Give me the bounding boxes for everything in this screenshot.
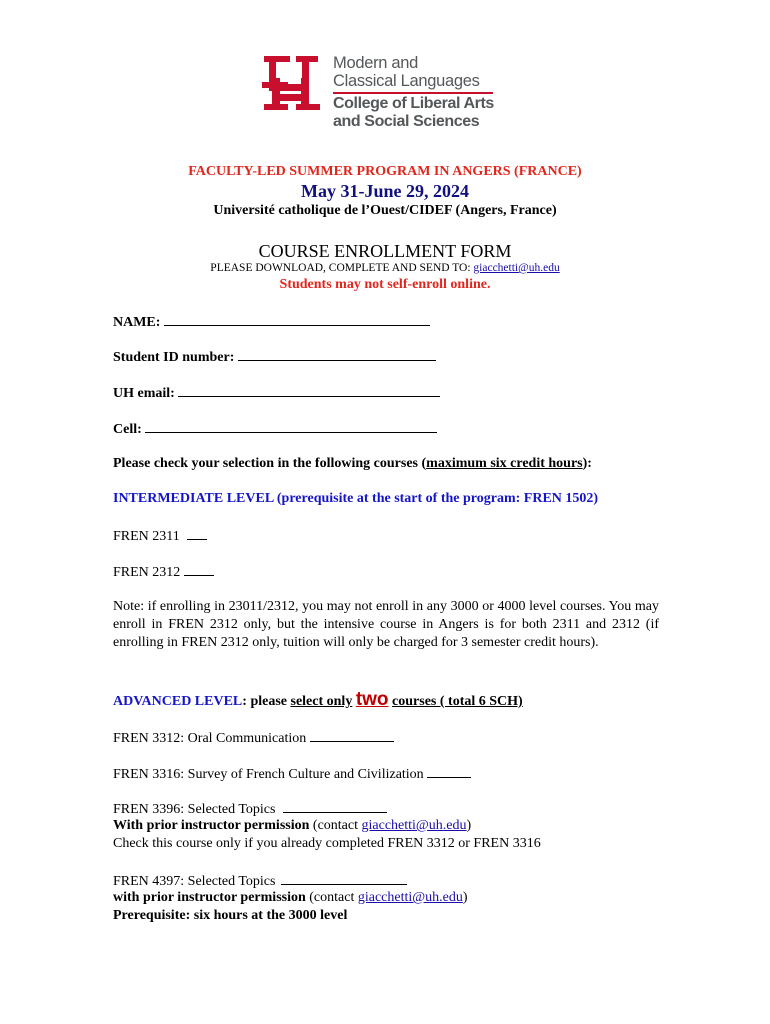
fren-3396-perm-text: With prior instructor permission — [113, 818, 310, 833]
fren-3396-blank[interactable] — [283, 800, 387, 813]
college-line-2: and Social Sciences — [333, 113, 480, 130]
form-title: COURSE ENROLLMENT FORM — [258, 241, 512, 261]
fren-4397-permission — [113, 890, 468, 906]
fren-3396-row — [113, 800, 387, 818]
intermediate-heading: INTERMEDIATE LEVEL (prerequisite at the start of the program: FREN 1502) — [113, 491, 599, 506]
fren-2312-row — [113, 563, 214, 581]
fren-3396-label: FREN 3396: Selected Topics — [113, 802, 276, 817]
intermediate-note: Note: if enrolling in 23011/2312, you may not enroll in any 3000 or 4000 level courses. You may enroll in FREN 2312 only, but the intensive course in Angers is for both 2311 and 2312 (if enrolling in FREN 2312 only, tuition will only be charged for 3 semester credit hours). — [113, 599, 659, 650]
fren-3396-close: ) — [466, 818, 472, 833]
selection-prompt — [113, 456, 592, 472]
name-blank[interactable] — [164, 313, 430, 326]
fren-3396-permission — [113, 818, 471, 834]
program-title: FACULTY-LED SUMMER PROGRAM IN ANGERS (FRANCE) — [188, 164, 582, 179]
advanced-colon: : please — [242, 694, 291, 709]
selection-prompt-end: ): — [582, 456, 592, 471]
fren-4397-perm-text: with prior instructor permission — [113, 890, 306, 905]
self-enroll-warning: Students may not self-enroll online. — [279, 277, 491, 292]
max-credit-hours: maximum six credit hours — [426, 456, 583, 471]
dept-line-1: Modern and — [333, 54, 419, 72]
fren-4397-prereq: Prerequisite: six hours at the 3000 level — [113, 908, 348, 923]
cell-label: Cell: — [113, 422, 142, 437]
program-dates: May 31-June 29, 2024 — [301, 181, 469, 201]
fren-3316-row — [113, 765, 471, 783]
fren-4397-close: ) — [462, 890, 468, 905]
contact-email-link[interactable]: giacchetti@uh.edu — [473, 262, 560, 274]
fren-2311-label: FREN 2311 — [113, 529, 180, 544]
fren-3396-note: Check this course only if you already completed FREN 3312 or FREN 3316 — [113, 836, 541, 851]
uh-email-field — [113, 384, 440, 402]
cell-field — [113, 420, 437, 438]
fren-3316-label: FREN 3316: Survey of French Culture and Civilization — [113, 767, 424, 782]
student-id-field — [113, 348, 436, 366]
fren-4397-row — [113, 872, 407, 890]
fren-3312-blank[interactable] — [310, 729, 394, 742]
advanced-heading: ADVANCED LEVEL — [113, 694, 243, 709]
fren-4397-contact: (contact — [309, 890, 355, 905]
student-id-label: Student ID number: — [113, 350, 235, 365]
program-host: Université catholique de l’Ouest/CIDEF (Angers, France) — [213, 203, 557, 218]
fren-3316-blank[interactable] — [427, 765, 471, 778]
college-line-1: College of Liberal Arts — [333, 95, 494, 112]
uh-email-label: UH email: — [113, 386, 175, 401]
select-only: select only — [290, 694, 353, 709]
fren-3396-contact: (contact — [312, 818, 358, 833]
name-label: NAME: — [113, 315, 161, 330]
name-field — [113, 313, 430, 331]
selection-prompt-text: Please check your selection in the following courses ( — [113, 456, 427, 471]
fren-2311-row — [113, 527, 207, 545]
fren-3312-label: FREN 3312: Oral Communication — [113, 731, 307, 746]
fren-2312-blank[interactable] — [184, 563, 214, 576]
two-emphasis: two — [355, 689, 389, 710]
fren-3312-row — [113, 729, 394, 747]
fren-2311-blank[interactable] — [187, 527, 207, 540]
instructions-text: PLEASE DOWNLOAD, COMPLETE AND SEND TO: — [210, 262, 471, 274]
fren-4397-email-link[interactable]: giacchetti@uh.edu — [357, 890, 463, 905]
form-instructions — [0, 262, 770, 274]
advanced-heading-row — [113, 689, 523, 711]
fren-2312-label: FREN 2312 — [113, 565, 181, 580]
dept-line-2: Classical Languages — [333, 72, 480, 90]
logo-divider — [333, 92, 493, 94]
fren-3396-email-link[interactable]: giacchetti@uh.edu — [361, 818, 467, 833]
cell-blank[interactable] — [145, 420, 437, 433]
fren-4397-blank[interactable] — [281, 872, 407, 885]
student-id-blank[interactable] — [238, 348, 436, 361]
fren-4397-label: FREN 4397: Selected Topics — [113, 874, 276, 889]
courses-total: courses ( total 6 SCH) — [392, 694, 523, 709]
uh-email-blank[interactable] — [178, 384, 440, 397]
